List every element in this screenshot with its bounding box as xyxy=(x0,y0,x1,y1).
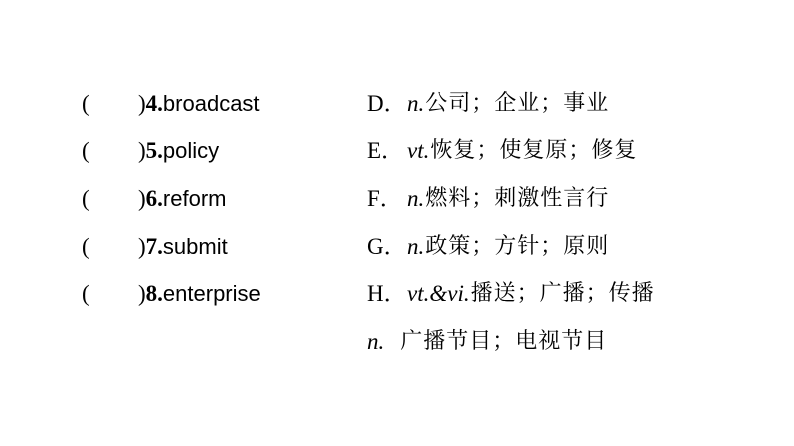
item-number: 7. xyxy=(145,233,163,259)
option-letter: F． xyxy=(367,185,403,211)
option-letter: G． xyxy=(367,233,407,259)
definition-text: 燃料；刺激性言行 xyxy=(425,185,610,211)
definition-row-d xyxy=(367,80,787,128)
part-of-speech: n. xyxy=(407,185,425,211)
part-of-speech: n. xyxy=(407,90,425,116)
word-row-4 xyxy=(82,80,342,128)
definition-list xyxy=(367,80,787,366)
word-row-7 xyxy=(82,223,342,271)
answer-blank-close: ) xyxy=(138,281,146,307)
definition-text: 播送；广播；传播 xyxy=(470,281,655,307)
answer-blank-open[interactable]: ( xyxy=(82,185,90,211)
vocab-word: enterprise xyxy=(162,281,261,307)
word-row-8 xyxy=(82,270,342,318)
answer-blank-close: ) xyxy=(138,185,146,211)
vocab-word: broadcast xyxy=(162,90,260,116)
definition-row-h-continued xyxy=(367,318,787,366)
word-row-6 xyxy=(82,175,342,223)
definition-row-f xyxy=(367,175,787,223)
definition-text: 政策；方针；原则 xyxy=(425,233,610,259)
definition-row-e xyxy=(367,128,787,176)
definition-row-g xyxy=(367,223,787,271)
item-number: 8. xyxy=(145,281,163,307)
vocab-word: reform xyxy=(162,185,227,211)
item-number: 5. xyxy=(145,138,163,164)
part-of-speech: n. xyxy=(367,328,385,354)
answer-blank-close: ) xyxy=(138,138,146,164)
definition-text: 公司；企业；事业 xyxy=(425,90,610,116)
answer-blank-open[interactable]: ( xyxy=(82,90,90,116)
item-number: 6. xyxy=(145,185,163,211)
part-of-speech: n. xyxy=(407,233,425,259)
definition-text: 恢复；使复原；修复 xyxy=(430,138,638,164)
answer-blank-close: ) xyxy=(138,90,146,116)
word-list xyxy=(82,80,342,318)
item-number: 4. xyxy=(145,90,163,116)
definition-row-h xyxy=(367,270,787,318)
option-letter: H． xyxy=(367,281,407,307)
part-of-speech: vt. xyxy=(407,138,430,164)
definition-text: 广播节目；电视节目 xyxy=(400,328,608,354)
vocab-word: policy xyxy=(162,138,220,164)
vocab-word: submit xyxy=(162,233,228,259)
option-letter: D． xyxy=(367,90,407,116)
word-row-5 xyxy=(82,128,342,176)
answer-blank-open[interactable]: ( xyxy=(82,281,90,307)
answer-blank-open[interactable]: ( xyxy=(82,138,90,164)
option-letter: E． xyxy=(367,138,405,164)
answer-blank-close: ) xyxy=(138,233,146,259)
part-of-speech: vt.&vi. xyxy=(407,281,470,307)
answer-blank-open[interactable]: ( xyxy=(82,233,90,259)
